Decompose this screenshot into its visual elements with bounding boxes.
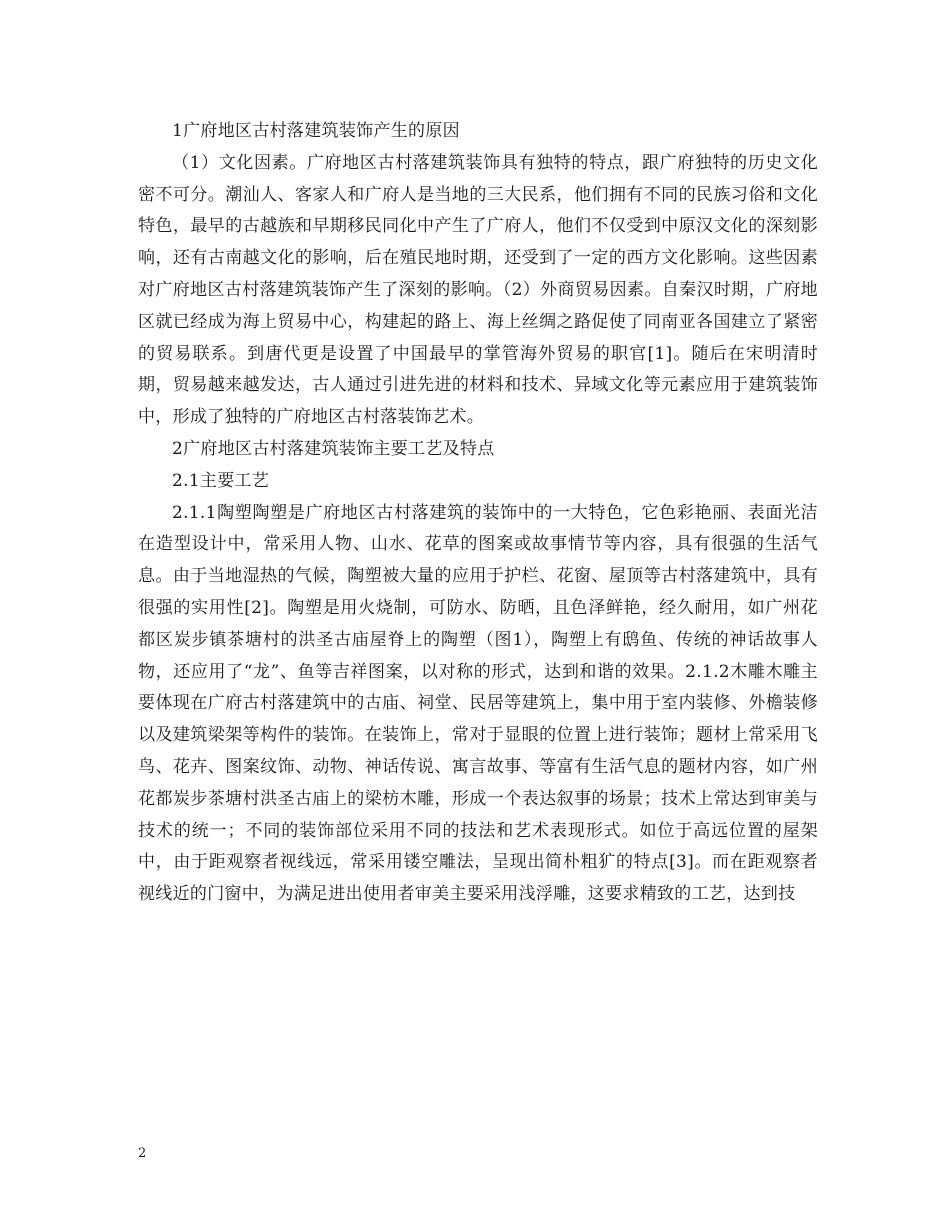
document-body (138, 116, 818, 911)
page-number: 2 (138, 1146, 147, 1161)
paragraph-crafts: 2.1.1陶塑陶塑是广府地区古村落建筑的装饰中的一大特色，它色彩艳丽、表面光洁在造型设计中，常采用人物、山水、花草的图案或故事情节等内容，具有很强的生活气息。由于当地湿热的气候，陶塑被大量的应用于护栏、花窗、屋顶等古村落建筑中，具有很强的实用性[2]。陶塑是用火烧制，可防水、防晒，且色泽鲜艳，经久耐用，如广州花都区炭步镇茶塘村的洪圣古庙屋脊上的陶塑（图1），陶塑上有鸱鱼、传统的神话故事人物，还应用了“龙”、鱼等吉祥图案，以对称的形式，达到和谐的效果。2.1.2木雕木雕主要体现在广府古村落建筑中的古庙、祠堂、民居等建筑上，集中用于室内装修、外檐装修以及建筑梁架等构件的装饰。在装饰上，常对于显眼的位置上进行装饰；题材上常采用飞鸟、花卉、图案纹饰、动物、神话传说、寓言故事、等富有生活气息的题材内容，如广州花都炭步茶塘村洪圣古庙上的梁枋木雕，形成一个表达叙事的场景；技术上常达到审美与技术的统一；不同的装饰部位采用不同的技法和艺术表现形式。如位于高远位置的屋架中，由于距观察者视线远，常采用镂空雕法，呈现出简朴粗犷的特点[3]。而在距观察者视线近的门窗中，为满足进出使用者审美主要采用浅浮雕，这要求精致的工艺，达到技 (138, 502, 818, 905)
subsection-heading-2-1: 2.1主要工艺 (172, 470, 270, 491)
section-heading-1: 1广府地区古村落建筑装饰产生的原因 (172, 121, 460, 141)
section-heading-2: 2广府地区古村落建筑装饰主要工艺及特点 (172, 438, 495, 459)
paragraph-cultural-factors: （1）文化因素。广府地区古村落建筑装饰具有独特的特点，跟广府独特的历史文化密不可分。潮汕人、客家人和广府人是当地的三大民系，他们拥有不同的民族习俗和文化特色，最早的古越族和早期移民同化中产生了广府人，他们不仅受到中原汉文化的深刻影响，还有古南越文化的影响，后在殖民地时期，还受到了一定的西方文化影响。这些因素对广府地区古村落建筑装饰产生了深刻的影响。（2）外商贸易因素。自秦汉时期，广府地区就已经成为海上贸易中心，构建起的路上、海上丝绸之路促使了同南亚各国建立了紧密的贸易联系。到唐代更是设置了中国最早的掌管海外贸易的职官[1]。随后在宋明清时期，贸易越来越发达，古人通过引进先进的材料和技术、异域文化等元素应用于建筑装饰中，形成了独特的广府地区古村落装饰艺术。 (138, 152, 818, 428)
